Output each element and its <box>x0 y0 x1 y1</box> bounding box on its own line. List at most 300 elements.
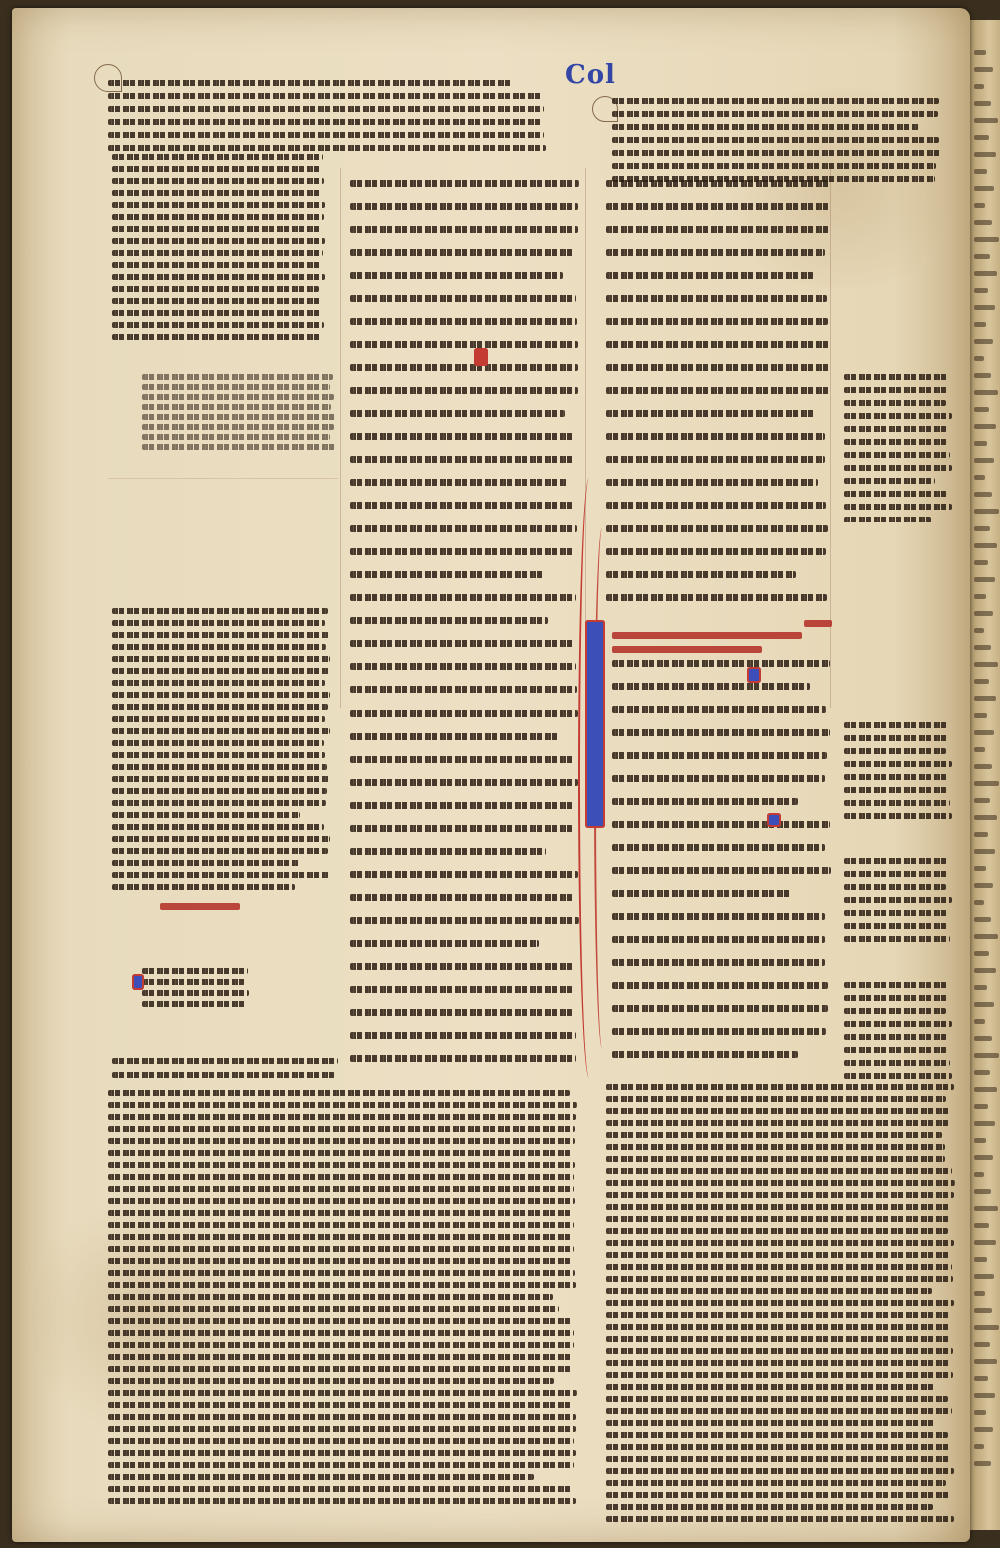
script-line <box>350 387 578 394</box>
adjacent-leaf-script-fragment <box>974 1359 997 1364</box>
script-line <box>350 686 577 693</box>
script-line <box>112 310 322 316</box>
script-line <box>112 704 328 710</box>
adjacent-leaf-script-fragment <box>974 1206 998 1211</box>
adjacent-leaf-script-fragment <box>974 917 991 922</box>
script-line <box>112 190 321 196</box>
script-line <box>606 1432 948 1438</box>
script-line <box>350 456 574 463</box>
script-line <box>606 1288 932 1294</box>
script-line <box>612 821 830 828</box>
script-line <box>844 936 950 942</box>
adjacent-leaf-script-fragment <box>974 968 996 973</box>
script-line <box>606 1492 950 1498</box>
script-line <box>606 525 828 532</box>
script-line <box>350 756 574 763</box>
script-line <box>844 871 948 877</box>
adjacent-leaf-script-fragment <box>974 288 988 293</box>
script-line <box>606 1468 954 1474</box>
adjacent-leaf-script-fragment <box>974 1087 997 1092</box>
adjacent-leaf-script-fragment <box>974 866 986 871</box>
script-line <box>142 434 330 440</box>
script-line <box>606 226 829 233</box>
script-line <box>612 137 939 143</box>
script-line <box>844 439 947 445</box>
script-line <box>350 663 576 670</box>
script-line <box>142 424 334 430</box>
adjacent-leaf-script-fragment <box>974 152 996 157</box>
adjacent-leaf-script-fragment <box>974 1274 994 1279</box>
gloss-left-margin <box>112 606 332 896</box>
script-line <box>112 608 328 614</box>
script-line <box>112 716 325 722</box>
adjacent-leaf-script-fragment <box>974 101 991 106</box>
adjacent-leaf-script-fragment <box>974 1155 993 1160</box>
script-line <box>112 740 324 746</box>
gloss-right-margin <box>844 980 954 1080</box>
script-line <box>108 1366 573 1372</box>
script-line <box>844 387 948 393</box>
script-line <box>612 959 825 966</box>
adjacent-leaf-script-fragment <box>974 1325 999 1330</box>
script-line <box>350 594 576 601</box>
adjacent-leaf-script-fragment <box>974 254 990 259</box>
script-line <box>606 1084 954 1090</box>
script-line <box>108 1210 573 1216</box>
script-line <box>606 364 829 371</box>
script-line <box>606 203 829 210</box>
script-line <box>606 1204 950 1210</box>
script-line <box>112 848 328 854</box>
script-line <box>606 410 816 417</box>
adjacent-leaf-script-fragment <box>974 900 984 905</box>
script-line <box>108 106 544 112</box>
script-line <box>112 752 325 758</box>
adjacent-leaf-script-fragment <box>974 594 986 599</box>
script-line <box>844 465 952 471</box>
script-line <box>108 1270 575 1276</box>
script-line <box>350 180 579 187</box>
adjacent-leaf-script-fragment <box>974 1427 993 1432</box>
script-line <box>350 295 576 302</box>
adjacent-leaf-script-fragment <box>974 509 999 514</box>
script-line <box>108 1126 575 1132</box>
script-line <box>112 644 326 650</box>
ruling-line <box>108 478 338 479</box>
script-line <box>142 1001 246 1007</box>
script-line <box>612 98 939 104</box>
script-line <box>612 844 825 851</box>
script-line <box>350 848 546 855</box>
script-line <box>350 871 578 878</box>
script-line <box>112 166 320 172</box>
adjacent-leaf-script-fragment <box>974 1070 990 1075</box>
script-line <box>612 936 825 943</box>
ruling-line <box>340 168 341 708</box>
script-line <box>844 413 952 419</box>
script-line <box>844 1060 950 1066</box>
main-text-column-1 <box>350 178 580 708</box>
script-line <box>108 1402 571 1408</box>
script-line <box>142 384 330 390</box>
script-line <box>350 502 575 509</box>
rubric-line <box>612 632 802 639</box>
adjacent-leaf-script-fragment <box>974 934 998 939</box>
script-line <box>606 548 826 555</box>
script-line <box>844 761 952 767</box>
running-heading-text: Col <box>565 60 616 90</box>
script-line <box>108 1246 574 1252</box>
script-line <box>142 968 248 974</box>
script-line <box>612 982 828 989</box>
script-line <box>112 202 325 208</box>
adjacent-leaf-script-fragment <box>974 1240 996 1245</box>
script-line <box>606 1420 936 1426</box>
script-line <box>350 410 565 417</box>
script-line <box>844 813 952 819</box>
script-line <box>612 798 798 805</box>
script-line <box>606 1312 951 1318</box>
adjacent-leaf-script-fragment <box>974 1257 987 1262</box>
script-line <box>112 1072 335 1078</box>
script-line <box>108 1414 576 1420</box>
script-line <box>606 295 827 302</box>
gloss-right-margin <box>844 720 954 820</box>
script-line <box>606 1276 953 1282</box>
adjacent-leaf-script-fragment <box>974 169 987 174</box>
script-line <box>612 1005 828 1012</box>
adjacent-leaf-script-fragment <box>974 815 997 820</box>
script-line <box>606 1516 954 1522</box>
script-line <box>844 478 935 484</box>
adjacent-leaf-script-fragment <box>974 322 986 327</box>
adjacent-leaf-script-fragment <box>974 747 985 752</box>
script-line <box>142 979 245 985</box>
adjacent-leaf-script-fragment <box>974 696 996 701</box>
script-line <box>350 640 574 647</box>
adjacent-leaf-script-fragment <box>974 84 984 89</box>
script-line <box>108 1390 577 1396</box>
script-line <box>112 298 320 304</box>
rubric-line <box>804 620 832 627</box>
adjacent-leaf-script-fragment <box>974 424 996 429</box>
script-line <box>112 824 324 830</box>
script-line <box>606 180 830 187</box>
rubric-line <box>160 903 240 910</box>
script-line <box>108 1234 571 1240</box>
gloss-right-margin <box>844 856 954 942</box>
adjacent-leaf-script-fragment <box>974 237 999 242</box>
adjacent-leaf-script-fragment <box>974 764 992 769</box>
script-line <box>112 656 330 662</box>
script-line <box>108 1174 574 1180</box>
main-text-column-1 <box>350 708 580 1070</box>
blue-initial <box>132 974 144 990</box>
script-line <box>112 776 329 782</box>
adjacent-leaf-script-fragment <box>974 339 993 344</box>
script-line <box>612 683 810 690</box>
script-line <box>350 341 578 348</box>
script-line <box>606 433 825 440</box>
script-line <box>108 1318 573 1324</box>
adjacent-leaf-script-fragment <box>974 135 989 140</box>
script-line <box>108 1450 576 1456</box>
adjacent-leaf-script-fragment <box>974 679 989 684</box>
adjacent-leaf-script-fragment <box>974 1308 992 1313</box>
script-line <box>108 1330 574 1336</box>
script-line <box>350 433 574 440</box>
script-line <box>350 917 579 924</box>
script-line <box>612 913 825 920</box>
script-line <box>606 1444 951 1450</box>
script-line <box>606 502 826 509</box>
script-line <box>606 1300 954 1306</box>
script-line <box>112 262 320 268</box>
script-line <box>112 274 325 280</box>
script-line <box>844 923 947 929</box>
script-line <box>108 1198 575 1204</box>
script-line <box>844 1021 952 1027</box>
script-line <box>112 334 322 340</box>
adjacent-leaf-script-fragment <box>974 798 990 803</box>
script-line <box>108 1354 572 1360</box>
script-line <box>108 1438 574 1444</box>
script-line <box>844 897 952 903</box>
adjacent-leaf-script-fragment <box>974 1461 991 1466</box>
script-line <box>108 119 542 125</box>
adjacent-leaf-script-fragment <box>974 1342 990 1347</box>
adjacent-leaf-script-fragment <box>974 730 994 735</box>
script-line <box>844 787 947 793</box>
script-line <box>108 1498 576 1504</box>
gloss-bottom-right <box>606 1082 956 1522</box>
adjacent-leaf-script-fragment <box>974 628 984 633</box>
adjacent-leaf-script-fragment <box>974 645 991 650</box>
script-line <box>606 1504 933 1510</box>
script-line <box>112 728 330 734</box>
adjacent-leaf-script-fragment <box>974 50 986 55</box>
script-line <box>350 318 577 325</box>
script-line <box>350 733 558 740</box>
script-line <box>112 836 330 842</box>
adjacent-leaf-script-fragment <box>974 985 987 990</box>
adjacent-leaf-script-fragment <box>974 1291 985 1296</box>
script-line <box>844 748 946 754</box>
adjacent-leaf-script-fragment <box>974 390 998 395</box>
script-line <box>612 890 791 897</box>
script-line <box>108 1162 575 1168</box>
adjacent-leaf-script-fragment <box>974 407 989 412</box>
script-line <box>844 1047 947 1053</box>
gloss-bottom-left <box>108 1088 578 1508</box>
script-line <box>606 1240 954 1246</box>
adjacent-leaf-script-fragment <box>974 611 993 616</box>
script-line <box>112 692 330 698</box>
adjacent-leaf-script-fragment <box>974 560 988 565</box>
script-line <box>350 963 573 970</box>
script-line <box>612 111 938 117</box>
script-line <box>112 214 324 220</box>
script-line <box>612 752 827 759</box>
script-line <box>142 990 249 996</box>
script-line <box>350 571 545 578</box>
adjacent-leaf-script-fragment <box>974 832 988 837</box>
script-line <box>350 364 578 371</box>
script-line <box>612 1028 826 1035</box>
adjacent-leaf-script-fragment <box>974 951 989 956</box>
script-line <box>844 884 946 890</box>
script-line <box>108 1426 576 1432</box>
script-line <box>108 1150 573 1156</box>
script-line <box>112 250 323 256</box>
script-line <box>844 735 948 741</box>
script-line <box>606 1216 951 1222</box>
script-line <box>606 1096 946 1102</box>
adjacent-leaf-script-fragment <box>974 67 993 72</box>
script-line <box>844 517 931 522</box>
script-line <box>844 1034 947 1040</box>
adjacent-leaf-script-fragment <box>974 356 984 361</box>
adjacent-leaf-script-fragment <box>974 1121 995 1126</box>
script-line <box>112 620 325 626</box>
script-line <box>606 456 825 463</box>
script-line <box>108 132 544 138</box>
script-line <box>844 1008 946 1014</box>
script-line <box>108 1186 574 1192</box>
script-line <box>142 374 333 380</box>
script-line <box>844 1073 952 1079</box>
script-line <box>844 426 947 432</box>
script-line <box>350 894 573 901</box>
running-heading <box>565 60 616 90</box>
script-line <box>606 1252 950 1258</box>
script-line <box>142 394 334 400</box>
script-line <box>350 249 574 256</box>
script-line <box>606 594 827 601</box>
adjacent-leaf-script-fragment <box>974 186 994 191</box>
script-line <box>112 872 329 878</box>
script-line <box>606 1180 955 1186</box>
rubric-line <box>612 646 762 653</box>
script-line <box>350 825 573 832</box>
script-line <box>350 272 563 279</box>
script-line <box>844 452 950 458</box>
script-line <box>112 178 324 184</box>
script-line <box>606 1108 950 1114</box>
script-line <box>112 788 327 794</box>
script-line <box>108 1138 575 1144</box>
script-line <box>112 800 326 806</box>
adjacent-leaf-script-fragment <box>974 1019 985 1024</box>
script-line <box>606 1228 948 1234</box>
adjacent-leaf-script-fragment <box>974 1172 984 1177</box>
script-line <box>844 504 952 510</box>
adjacent-leaf-script-fragment <box>974 1444 984 1449</box>
adjacent-leaf-script-fragment <box>974 203 985 208</box>
script-line <box>108 1378 554 1384</box>
gloss-top-right <box>612 96 942 186</box>
script-line <box>112 668 329 674</box>
script-line <box>112 1058 338 1064</box>
adjacent-leaf-script-fragment <box>974 492 992 497</box>
script-line <box>142 404 331 410</box>
adjacent-leaf-script-fragment <box>974 305 995 310</box>
script-line <box>612 706 826 713</box>
script-line <box>108 1486 572 1492</box>
script-line <box>606 1372 953 1378</box>
script-line <box>612 124 919 130</box>
script-line <box>606 571 796 578</box>
adjacent-leaf-script-fragment <box>974 1036 992 1041</box>
script-line <box>844 400 946 406</box>
script-line <box>142 444 335 450</box>
script-line <box>108 1474 534 1480</box>
gloss-left-margin <box>112 1056 342 1090</box>
blue-initial <box>767 813 781 827</box>
script-line <box>606 1360 950 1366</box>
script-line <box>108 1102 577 1108</box>
script-line <box>606 341 829 348</box>
script-line <box>350 525 577 532</box>
main-text-column-2 <box>606 178 831 618</box>
adjacent-leaf-script-fragment <box>974 1053 999 1058</box>
adjacent-leaf-script-fragment <box>974 1002 994 1007</box>
script-line <box>606 387 829 394</box>
adjacent-leaf-script-fragment <box>974 1189 991 1194</box>
script-line <box>350 779 578 786</box>
script-line <box>108 1306 559 1312</box>
script-line <box>350 1032 576 1039</box>
script-line <box>844 910 947 916</box>
script-line <box>844 774 947 780</box>
adjacent-leaf-script-fragment <box>974 577 995 582</box>
script-line <box>606 1480 946 1486</box>
adjacent-leaf-script-fragment <box>974 543 997 548</box>
adjacent-leaf-script-fragment <box>974 1104 988 1109</box>
script-line <box>350 710 578 717</box>
script-line <box>112 884 295 890</box>
script-line <box>606 1384 934 1390</box>
script-line <box>112 812 300 818</box>
script-line <box>350 1055 576 1062</box>
script-line <box>844 982 947 988</box>
gloss-left-margin <box>142 966 252 1014</box>
script-line <box>606 1456 950 1462</box>
script-line <box>612 163 936 169</box>
script-line <box>606 1396 948 1402</box>
script-line <box>112 286 319 292</box>
script-line <box>108 1342 574 1348</box>
script-line <box>844 800 950 806</box>
adjacent-leaf-script-fragment <box>974 441 987 446</box>
script-line <box>108 1462 574 1468</box>
blue-initial <box>747 667 761 683</box>
script-line <box>108 1090 570 1096</box>
script-line <box>606 272 814 279</box>
script-line <box>112 238 325 244</box>
adjacent-leaf-script-fragment <box>974 713 987 718</box>
gloss-left-margin <box>112 152 327 342</box>
script-line <box>112 680 325 686</box>
gloss-right-margin <box>844 372 954 522</box>
script-line <box>112 154 323 160</box>
decorated-initial-i <box>585 620 605 828</box>
script-line <box>350 940 539 947</box>
script-line <box>606 1192 954 1198</box>
script-line <box>108 1114 576 1120</box>
script-line <box>844 374 947 380</box>
script-line <box>606 318 828 325</box>
